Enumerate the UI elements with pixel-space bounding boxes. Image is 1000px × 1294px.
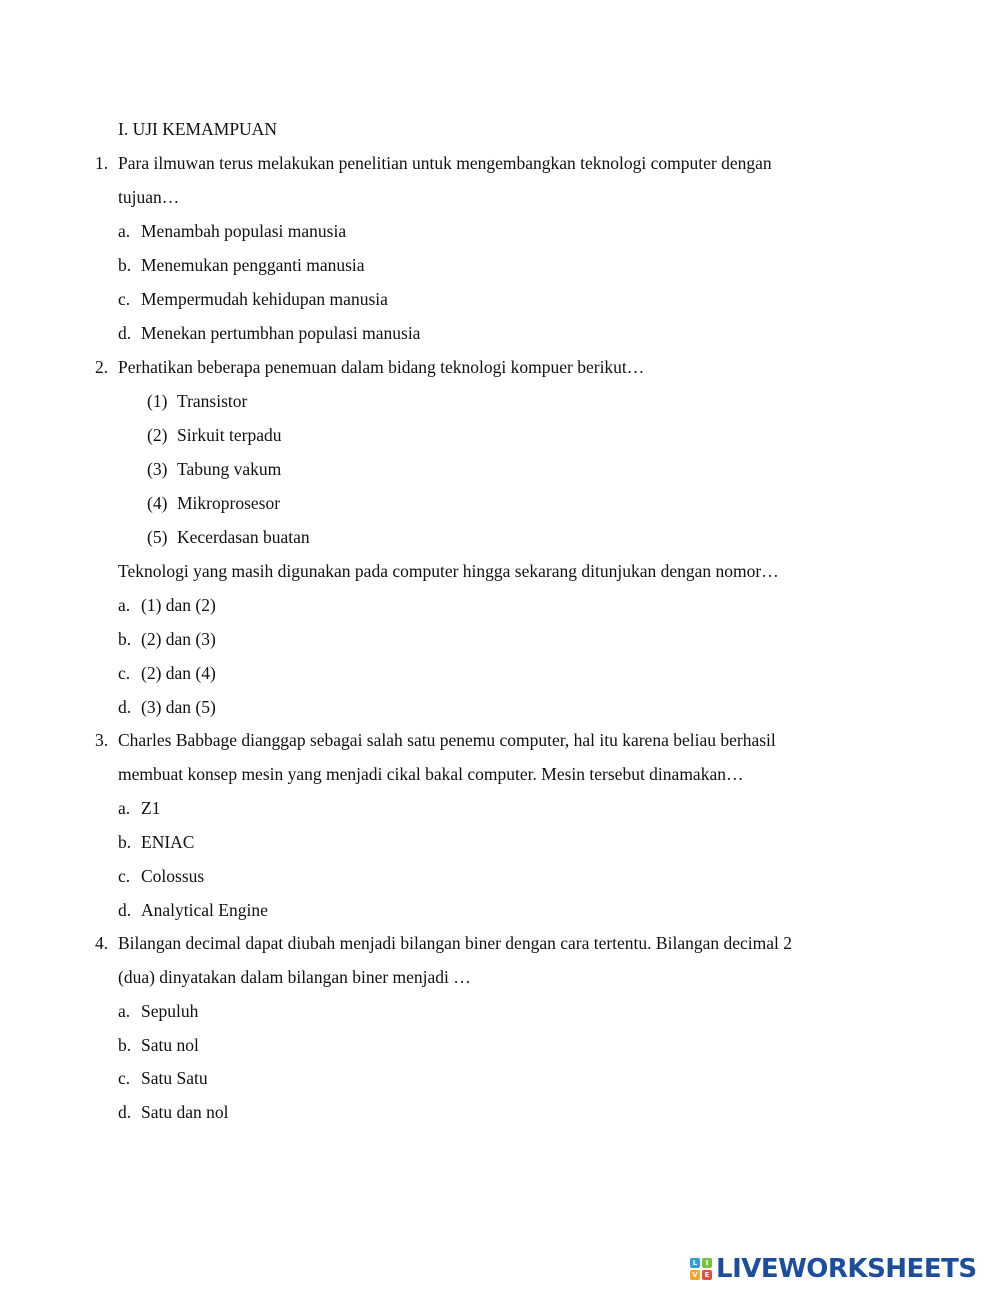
q1-option-d-text: Menekan pertumbhan populasi manusia <box>141 323 421 343</box>
q3-option-b-text: ENIAC <box>141 832 195 852</box>
logo-text: LIVEWORKSHEETS <box>716 1254 977 1284</box>
q2-item-5-text: Kecerdasan buatan <box>177 527 310 547</box>
q1-option-c-letter: c. <box>118 289 131 309</box>
q4-option-b-text: Satu nol <box>141 1035 199 1055</box>
liveworksheets-logo <box>690 1254 977 1284</box>
question-3-text-line-1: Charles Babbage dianggap sebagai salah satu penemu computer, hal itu karena beliau berhasil <box>118 730 776 750</box>
q4-option-a-letter: a. <box>118 1001 131 1021</box>
question-1-text-line-2: tujuan… <box>118 187 180 207</box>
q3-option-a-text: Z1 <box>141 798 161 818</box>
q2-option-b-text: (2) dan (3) <box>141 629 216 649</box>
logo-tile-i: I <box>702 1258 712 1268</box>
q1-option-b-text: Menemukan pengganti manusia <box>141 255 365 275</box>
q2-item-5-number: (5) <box>147 527 168 547</box>
q2-option-c-text: (2) dan (4) <box>141 663 216 683</box>
q3-option-c-letter: c. <box>118 866 131 886</box>
q3-option-c-text: Colossus <box>141 866 205 886</box>
q2-option-c-letter: c. <box>118 663 131 683</box>
logo-tile-l: L <box>690 1258 700 1268</box>
question-3-text-line-2: membuat konsep mesin yang menjadi cikal bakal computer. Mesin tersebut dinamakan… <box>118 764 744 784</box>
q1-option-d-letter: d. <box>118 323 132 343</box>
q4-option-a-text: Sepuluh <box>141 1001 199 1021</box>
q4-option-d-text: Satu dan nol <box>141 1102 229 1122</box>
q2-item-3-number: (3) <box>147 459 168 479</box>
q2-item-2-number: (2) <box>147 425 168 445</box>
q2-item-4-text: Mikroprosesor <box>177 493 281 513</box>
question-4-text-line-1: Bilangan decimal dapat diubah menjadi bilangan biner dengan cara tertentu. Bilangan decimal 2 <box>118 933 792 953</box>
q2-item-4-number: (4) <box>147 493 168 513</box>
q1-option-c-text: Mempermudah kehidupan manusia <box>141 289 388 309</box>
question-2-text-line-2: Teknologi yang masih digunakan pada computer hingga sekarang ditunjukan dengan nomor… <box>118 561 779 581</box>
q2-item-3-text: Tabung vakum <box>177 459 282 479</box>
logo-tile-e: E <box>702 1270 712 1280</box>
q4-option-c-text: Satu Satu <box>141 1068 208 1088</box>
q3-option-d-letter: d. <box>118 900 132 920</box>
q2-item-1-text: Transistor <box>177 391 248 411</box>
question-2-text-line-1: Perhatikan beberapa penemuan dalam bidang teknologi kompuer berikut… <box>118 357 645 377</box>
q2-option-a-letter: a. <box>118 595 131 615</box>
q2-item-2-text: Sirkuit terpadu <box>177 425 282 445</box>
logo-grid-icon <box>690 1258 712 1280</box>
q3-option-d-text: Analytical Engine <box>141 900 268 920</box>
q2-option-a-text: (1) dan (2) <box>141 595 216 615</box>
q3-option-b-letter: b. <box>118 832 132 852</box>
q1-option-a-text: Menambah populasi manusia <box>141 221 347 241</box>
q4-option-b-letter: b. <box>118 1035 132 1055</box>
question-4-text-line-2: (dua) dinyatakan dalam bilangan biner menjadi … <box>118 967 471 987</box>
question-1-number: 1. <box>95 153 109 173</box>
q3-option-a-letter: a. <box>118 798 131 818</box>
logo-tile-v: V <box>690 1270 700 1280</box>
question-4-number: 4. <box>95 933 109 953</box>
q4-option-d-letter: d. <box>118 1102 132 1122</box>
question-3-number: 3. <box>95 730 109 750</box>
q2-option-b-letter: b. <box>118 629 132 649</box>
q4-option-c-letter: c. <box>118 1068 131 1088</box>
q1-option-a-letter: a. <box>118 221 131 241</box>
section-title: I. UJI KEMAMPUAN <box>118 119 277 139</box>
q2-option-d-letter: d. <box>118 697 132 717</box>
question-2-number: 2. <box>95 357 109 377</box>
q1-option-b-letter: b. <box>118 255 132 275</box>
question-1-text-line-1: Para ilmuwan terus melakukan penelitian untuk mengembangkan teknologi computer dengan <box>118 153 772 173</box>
q2-item-1-number: (1) <box>147 391 168 411</box>
q2-option-d-text: (3) dan (5) <box>141 697 216 717</box>
